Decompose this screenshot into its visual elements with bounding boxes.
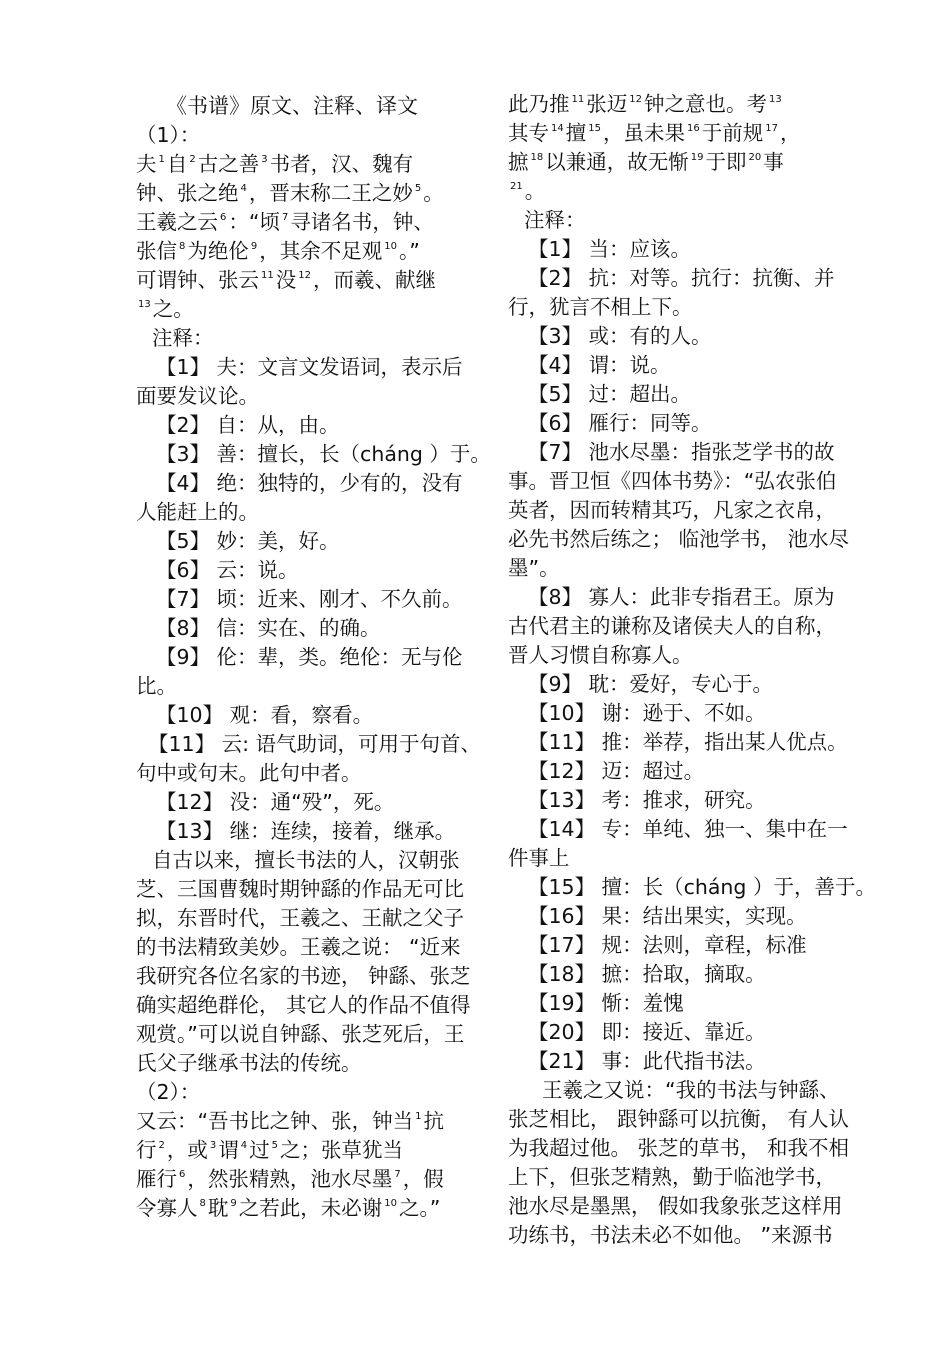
footnote-ref: 8: [199, 1198, 206, 1209]
text-line: 芝、三国曹魏时期钟繇的作品无可比: [136, 877, 464, 901]
text-segment: 雁行: [136, 1167, 177, 1191]
text-segment: ：“顷: [228, 210, 280, 234]
text-line: 功练书，书法未必不如他。 ”来源书: [508, 1223, 833, 1247]
text-line: 【21】 事：此代指书法。: [528, 1049, 766, 1073]
text-line: 必先书然后练之； 临池学书， 池水尽: [508, 527, 850, 551]
text-line: 的书法精致美妙。王羲之说： “近来: [136, 935, 461, 959]
text-line: 我研究各位名家的书迹， 钟繇、张芝: [136, 964, 471, 988]
text-line: 人能赶上的。: [136, 500, 259, 524]
text-line: 件事上: [508, 846, 570, 870]
text-segment: 令寡人: [136, 1196, 198, 1220]
text-segment: 钟、张之绝: [136, 181, 239, 205]
text-line: [136, 1165, 488, 1194]
text-line: [136, 1107, 488, 1136]
text-line: 【7】 顷：近来、刚才、不久前。: [156, 587, 463, 611]
text-line: 【7】 池水尽墨：指张芝学书的故: [528, 440, 835, 464]
text-segment: 之。: [152, 297, 194, 321]
text-segment: 行: [136, 1138, 157, 1162]
text-segment: 。: [423, 181, 444, 205]
text-segment: 古之善: [197, 152, 260, 176]
text-segment: 王羲之云: [136, 210, 218, 234]
text-segment: 自: [166, 152, 188, 176]
footnote-ref: 1: [415, 1111, 422, 1122]
text-line: 【8】 寡人：此非专指君王。原为: [528, 585, 835, 609]
footnote-ref: 6: [179, 1169, 186, 1180]
text-line: 【3】 或：有的人。: [528, 324, 712, 348]
footnote-ref: 5: [414, 183, 422, 194]
text-line: [136, 1194, 488, 1223]
text-line: 【2】 抗：对等。抗行：抗衡、并: [528, 266, 835, 290]
text-line: 注释：: [524, 208, 586, 232]
text-segment: 寻诸名书，钟、: [290, 210, 434, 234]
footnote-ref: 18: [530, 152, 544, 163]
footnote-ref: 19: [690, 152, 704, 163]
text-segment: 之；张草犹当: [280, 1138, 403, 1162]
footnote-ref: 10: [384, 241, 397, 252]
text-segment: 张信: [136, 239, 177, 263]
text-line: 张芝相比， 跟钟繇可以抗衡， 有人认: [508, 1107, 850, 1131]
footnote-ref: 16: [686, 123, 700, 134]
text-line: 【18】 摭：拾取，摘取。: [528, 962, 766, 986]
footnote-ref: 12: [298, 270, 311, 281]
text-line: 上下，但张芝精熟，勤于临池学书，: [508, 1165, 836, 1189]
footnote-ref: 13: [768, 94, 782, 105]
text-line: 【20】 即：接近、靠近。: [528, 1020, 766, 1044]
text-segment: 此乃推: [508, 92, 570, 116]
text-segment: ，或: [166, 1138, 208, 1162]
text-line: 【11】 推：举荐，指出某人优点。: [528, 730, 848, 754]
text-line: 面要发议论。: [136, 384, 259, 408]
footnote-ref: 20: [748, 152, 762, 163]
text-line: [136, 1136, 488, 1165]
text-line: 【13】 考：推求，研究。: [528, 788, 766, 812]
text-line: [508, 90, 862, 119]
footnote-ref: 7: [282, 212, 289, 223]
footnote-ref: 11: [571, 94, 585, 105]
text-line: [136, 237, 488, 266]
footnote-ref: 1: [158, 154, 165, 165]
text-line: 比。: [136, 674, 177, 698]
text-line: [136, 266, 488, 295]
text-segment: 可谓钟、张云: [136, 268, 259, 292]
text-segment: ，: [779, 121, 801, 145]
text-segment: ，其余不足观: [259, 239, 383, 263]
footnote-ref: 9: [230, 1198, 237, 1209]
footnote-ref: 15: [588, 123, 601, 134]
footnote-ref: 9: [250, 241, 258, 252]
text-line: [508, 177, 862, 206]
text-segment: 张迈: [586, 92, 628, 116]
right-text-column: [508, 90, 876, 1250]
text-line: 【14】 专：单纯、独一、集中在一: [528, 817, 848, 841]
text-line: [508, 119, 862, 148]
text-segment: 于即: [705, 150, 747, 174]
text-line: 【1】 当：应该。: [528, 237, 692, 261]
footnote-ref: 4: [240, 183, 247, 194]
text-line: 池水尽是墨黑， 假如我象张芝这样用: [508, 1194, 843, 1218]
text-line: [136, 295, 488, 324]
footnote-ref: 17: [765, 123, 778, 134]
footnote-ref: 10: [384, 1198, 397, 1209]
footnote-ref: 2: [189, 154, 196, 165]
text-segment: 擅: [565, 121, 587, 145]
text-segment: 夫: [136, 152, 157, 176]
text-segment: 为绝伦: [187, 239, 249, 263]
text-segment: ，然张精熟，池水尽墨: [187, 1167, 393, 1191]
text-line: 王羲之又说：“我的书法与钟繇、: [542, 1078, 840, 1102]
text-line: 【6】 云：说。: [156, 558, 299, 582]
text-line: 【1】 夫：文言文发语词，表示后: [156, 355, 463, 379]
text-segment: 书者，汉、魏有: [269, 152, 414, 176]
text-line: 自古以来，擅长书法的人，汉朝张: [152, 848, 460, 872]
text-segment: 于前规: [701, 121, 764, 145]
text-line: 【2】 自：从，由。: [156, 413, 340, 437]
text-line: 氏父子继承书法的传统。: [136, 1051, 362, 1075]
text-line: 晋人习惯自称寡人。: [508, 643, 693, 667]
footnote-ref: 8: [179, 241, 186, 252]
text-line: 【9】 伦：辈，类。绝伦：无与伦: [156, 645, 463, 669]
text-line: 【16】 果：结出果实，实现。: [528, 904, 807, 928]
text-line: 确实超绝群伦， 其它人的作品不值得: [136, 993, 471, 1017]
text-line: 观赏。”可以说自钟繇、张芝死后，王: [136, 1022, 465, 1046]
text-line: 【12】 没：通“殁”，死。: [156, 790, 395, 814]
footnote-ref: 11: [261, 270, 274, 281]
text-segment: 。”: [398, 239, 420, 263]
text-segment: 之。”: [398, 1196, 441, 1220]
text-line: 【5】 妙：美，好。: [156, 529, 340, 553]
left-text-column: [136, 90, 491, 1223]
text-line: 【19】 惭：羞愧: [528, 991, 684, 1015]
text-line: [136, 208, 488, 237]
text-segment: ，虽未果: [602, 121, 685, 145]
text-line: 注释：: [152, 326, 214, 350]
text-line: 【9】 耽：爱好，专心于。: [528, 672, 774, 696]
text-segment: ，而羲、献继: [312, 268, 436, 292]
text-segment: 抗: [423, 1109, 444, 1133]
text-line: 【6】 雁行：同等。: [528, 411, 712, 435]
text-line: 【17】 规：法则，章程，标准: [528, 933, 807, 957]
text-line: 【15】 擅：长（cháng ）于，善于。: [528, 875, 876, 899]
footnote-ref: 5: [271, 1140, 278, 1151]
text-segment: 其专: [508, 121, 549, 145]
text-line: 事。晋卫恒《四体书势》：“弘农张伯: [508, 469, 837, 493]
footnote-ref: 6: [220, 212, 227, 223]
footnote-ref: 13: [138, 299, 151, 310]
text-segment: 。: [524, 179, 546, 203]
text-line: 英者，因而转精其巧，凡家之衣帛，: [508, 498, 836, 522]
text-line: 句中或句末。此句中者。: [136, 761, 362, 785]
text-segment: 耽: [207, 1196, 229, 1220]
text-line: [508, 148, 862, 177]
text-segment: 钟之意也。考: [643, 92, 767, 116]
document-title: 《书谱》原文、注释、译文: [166, 94, 418, 118]
text-segment: ，假: [402, 1167, 444, 1191]
text-segment: 没: [275, 268, 297, 292]
text-line: 【5】 过：超出。: [528, 382, 692, 406]
text-line: （1）：: [136, 123, 201, 147]
text-line: 【3】 善：擅长，长（cháng ）于。: [156, 442, 491, 466]
text-segment: 摭: [508, 150, 529, 174]
text-line: 古代君主的谦称及诸侯夫人的自称，: [508, 614, 836, 638]
text-line: 拟，东晋时代，王羲之、王献之父子: [136, 906, 464, 930]
text-segment: ，晋末称二王之妙: [248, 181, 413, 205]
footnote-ref: 21: [510, 181, 523, 192]
text-line: 【4】 谓：说。: [528, 353, 671, 377]
footnote-ref: 3: [209, 1140, 217, 1151]
footnote-ref: 12: [629, 94, 642, 105]
footnote-ref: 4: [240, 1140, 248, 1151]
text-line: 【10】 观：看，察看。: [156, 703, 374, 727]
text-segment: 过: [249, 1138, 270, 1162]
footnote-ref: 7: [394, 1169, 401, 1180]
text-line: 墨”。: [508, 556, 560, 580]
text-line: 【11】 云: 语气助词，可用于句首、: [148, 732, 482, 756]
text-line: [136, 179, 488, 208]
footnote-ref: 2: [158, 1140, 165, 1151]
text-segment: 以兼通，故无惭: [545, 150, 689, 174]
text-line: 【4】 绝：独特的，少有的，没有: [156, 471, 463, 495]
text-segment: 之若此，未必谢: [238, 1196, 383, 1220]
text-segment: 谓: [218, 1138, 239, 1162]
footnote-ref: 14: [551, 123, 564, 134]
text-line: 行，犹言不相上下。: [508, 295, 693, 319]
text-line: 【12】 迈：超过。: [528, 759, 705, 783]
text-line: 【13】 继：连续，接着，继承。: [156, 819, 456, 843]
text-line: [136, 150, 488, 179]
text-line: （2）：: [136, 1080, 201, 1104]
text-segment: 又云：“吾书比之钟、张，钟当: [136, 1109, 414, 1133]
text-segment: 事: [763, 150, 784, 174]
text-line: 为我超过他。 张芝的草书， 和我不相: [508, 1136, 850, 1160]
footnote-ref: 3: [261, 154, 268, 165]
text-line: 【10】 谢：逊于、不如。: [528, 701, 766, 725]
text-line: 【8】 信：实在、的确。: [156, 616, 381, 640]
